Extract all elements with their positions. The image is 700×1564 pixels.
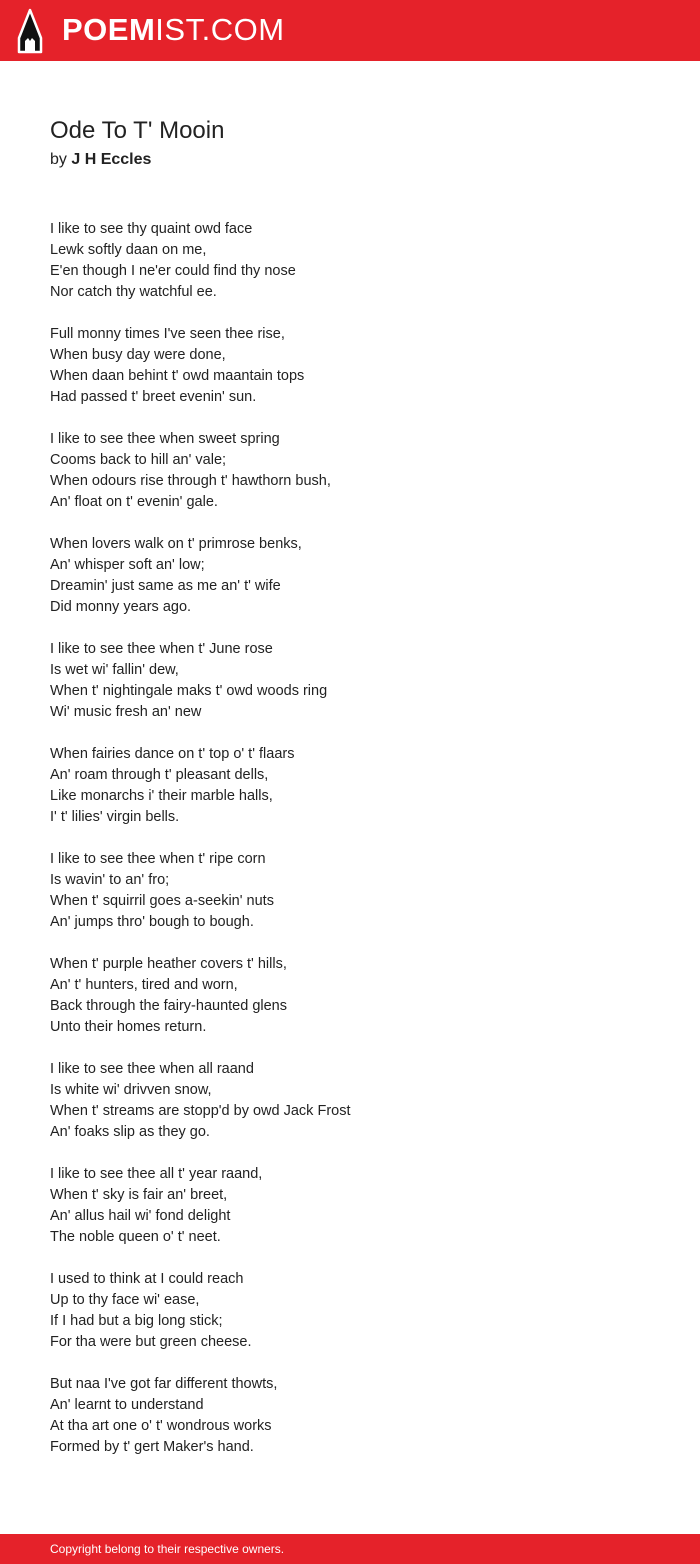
stanza [50,219,650,303]
site-footer [0,1534,700,1564]
stanza [50,954,650,1038]
poem-line: Cooms back to hill an' vale; [50,452,227,468]
poem-title: Ode To T' Mooin [50,117,225,144]
poem-line: Had passed t' breet evenin' sun. [50,389,257,405]
poem-line: Up to thy face wi' ease, [50,1292,200,1308]
stanza [50,1059,650,1143]
poem-line: Nor catch thy watchful ee. [50,284,217,300]
copyright-text: Copyright belong to their respective owners. [50,1542,285,1556]
poem-line: But naa I've got far different thowts, [50,1376,278,1392]
poem-line: Did monny years ago. [50,599,192,615]
poem-line: I like to see thee when t' ripe corn [50,851,266,867]
poem-line: For tha were but green cheese. [50,1334,252,1350]
poem-line: When fairies dance on t' top o' t' flaars [50,746,295,762]
logo-light-text: IST.COM [155,12,285,47]
poem-line: Is white wi' drivven snow, [50,1082,212,1098]
poem-line: When t' purple heather covers t' hills, [50,956,287,972]
poem-line: When lovers walk on t' primrose benks, [50,536,302,552]
poem-line: When daan behint t' owd maantain tops [50,368,305,384]
poem-line: Dreamin' just same as me an' t' wife [50,578,281,594]
site-logo[interactable] [62,12,285,48]
poem-line: An' float on t' evenin' gale. [50,494,218,510]
poem-line: An' t' hunters, tired and worn, [50,977,238,993]
poem-line: When busy day were done, [50,347,226,363]
logo-bold-text: POEM [62,12,156,47]
poem-line: Is wet wi' fallin' dew, [50,662,179,678]
byline [50,149,650,171]
poem-line: I like to see thy quaint owd face [50,221,253,237]
poem-line: I like to see thee when sweet spring [50,431,280,447]
site-header [0,0,700,61]
stanza [50,639,650,723]
poem-line: Full monny times I've seen thee rise, [50,326,285,342]
poem-body [50,219,650,1479]
poem-line: An' roam through t' pleasant dells, [50,767,269,783]
by-label: by [50,151,67,168]
poem-line: I' t' lilies' virgin bells. [50,809,180,825]
poem-line: I used to think at I could reach [50,1271,244,1287]
poem-line: An' foaks slip as they go. [50,1124,210,1140]
poem-line: Back through the fairy-haunted glens [50,998,287,1014]
poem-line: Is wavin' to an' fro; [50,872,170,888]
poem-heading [50,114,650,171]
poem-line: At tha art one o' t' wondrous works [50,1418,272,1434]
author-name: J H Eccles [71,151,152,168]
poem-line: If I had but a big long stick; [50,1313,223,1329]
poem-line: I like to see thee when all raand [50,1061,254,1077]
poem-line: Like monarchs i' their marble halls, [50,788,273,804]
stanza [50,1164,650,1248]
poem-line: I like to see thee all t' year raand, [50,1166,263,1182]
poem-line: I like to see thee when t' June rose [50,641,273,657]
poem-line: An' learnt to understand [50,1397,204,1413]
stanza [50,534,650,618]
poem-line: Formed by t' gert Maker's hand. [50,1439,254,1455]
poem-line: When t' nightingale maks t' owd woods ring [50,683,328,699]
pencil-icon[interactable] [16,8,44,54]
poem-line: E'en though I ne'er could find thy nose [50,263,296,279]
poem-line: The noble queen o' t' neet. [50,1229,221,1245]
poem-line: An' whisper soft an' low; [50,557,205,573]
poem-line: Lewk softly daan on me, [50,242,207,258]
poem-line: Wi' music fresh an' new [50,704,202,720]
stanza [50,744,650,828]
poem-line: When t' streams are stopp'd by owd Jack Frost [50,1103,351,1119]
poem-line: When t' sky is fair an' breet, [50,1187,228,1203]
stanza [50,429,650,513]
stanza [50,324,650,408]
poem-line: An' jumps thro' bough to bough. [50,914,254,930]
stanza [50,849,650,933]
poem-line: When odours rise through t' hawthorn bush, [50,473,331,489]
poem-line: An' allus hail wi' fond delight [50,1208,231,1224]
stanza [50,1374,650,1458]
stanza [50,1269,650,1353]
poem-line: Unto their homes return. [50,1019,207,1035]
poem-line: When t' squirril goes a-seekin' nuts [50,893,274,909]
